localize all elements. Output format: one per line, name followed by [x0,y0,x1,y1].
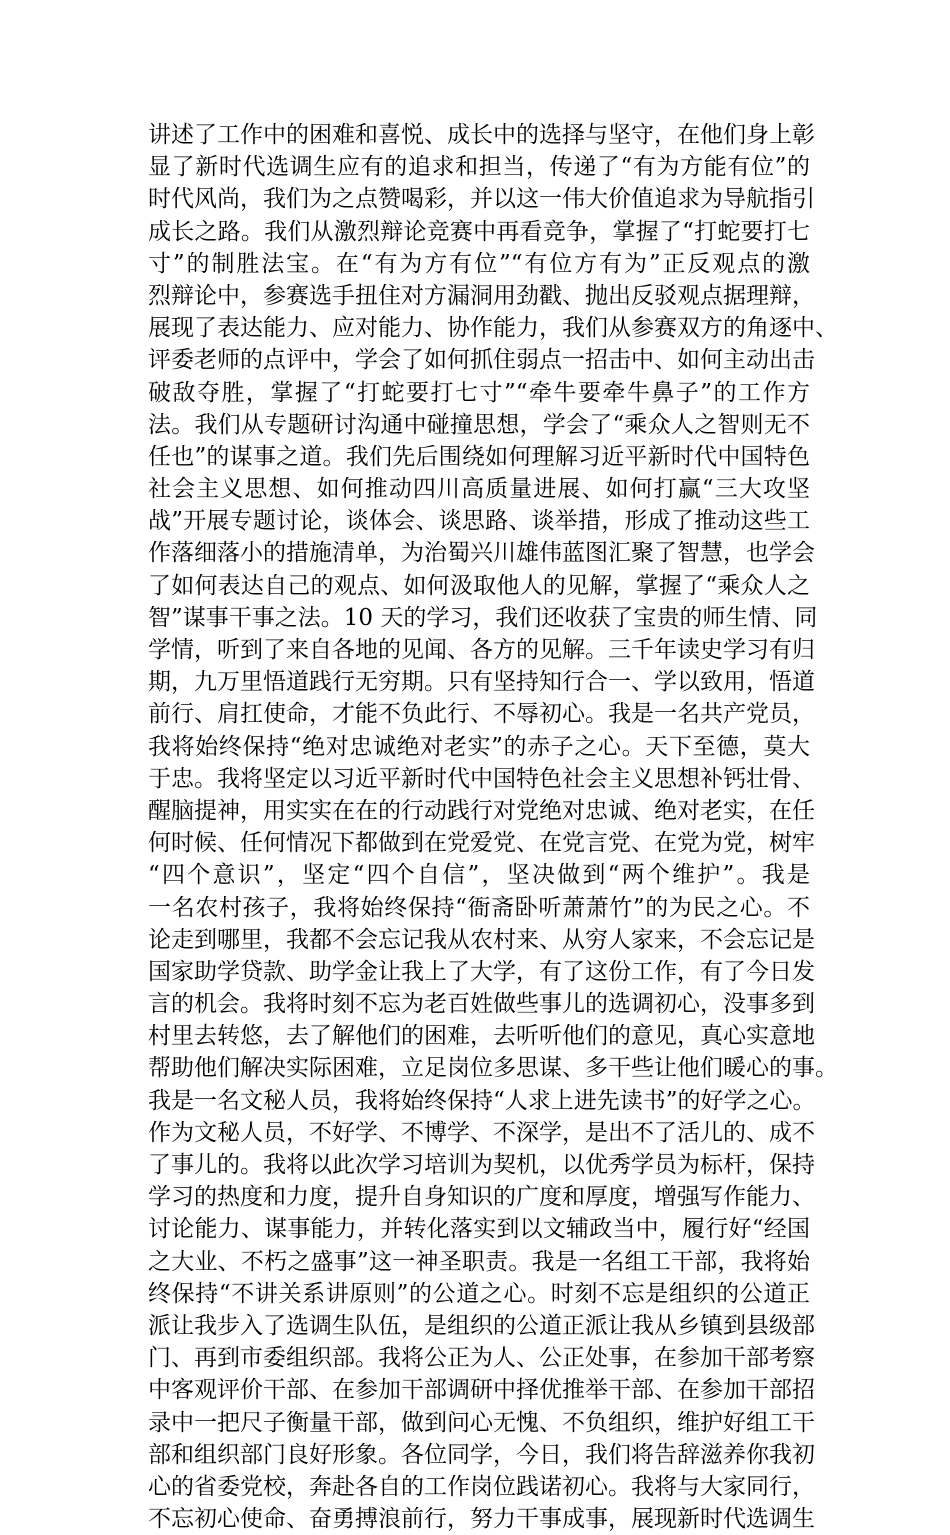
text-line: 终保持“不讲关系讲原则”的公道之心。时刻不忘是组织的公道正 [148,1280,810,1307]
text-line: 作为文秘人员，不好学、不博学、不深学，是出不了活儿的、成不 [148,1119,815,1146]
text-line: 评委老师的点评中，学会了如何抓住弱点一招击中、如何主动出击 [148,347,815,374]
text-line: 不忘初心使命、奋勇搏浪前行，努力干事成事，展现新时代选调生 [148,1506,815,1533]
text-line: 社会主义思想、如何推动四川高质量进展、如何打赢“三大攻坚 [148,476,810,503]
text-line: 智”谋事干事之法。10 天的学习，我们还收获了宝贵的师生情、同 [148,604,818,631]
text-line: 我是一名文秘人员，我将始终保持“人求上进先读书”的好学之心。 [148,1087,816,1114]
text-line: 寸”的制胜法宝。在“有为方有位”“有位方有为”正反观点的激 [148,250,810,277]
text-line: 法。我们从专题研讨沟通中碰撞思想，学会了“乘众人之智则无不 [148,411,810,438]
text-line: “四个意识”，坚定“四个自信”，坚决做到“两个维护”。我是 [148,862,810,889]
text-line: 前行、肩扛使命，才能不负此行、不辱初心。我是一名共产党员， [148,701,815,728]
text-line: 中客观评价干部、在参加干部调研中择优推举干部、在参加干部招 [148,1377,815,1404]
text-line: 心的省委党校，奔赴各自的工作岗位践诺初心。我将与大家同行， [148,1473,815,1500]
text-line: 展现了表达能力、应对能力、协作能力，我们从参赛双方的角逐中、 [148,315,838,342]
text-line: 讨论能力、谋事能力，并转化落实到以文辅政当中，履行好“经国 [148,1216,810,1243]
text-line: 言的机会。我将时刻不忘为老百姓做些事儿的选调初心，没事多到 [148,991,815,1018]
text-line: 一名农村孩子，我将始终保持“衙斋卧听萧萧竹”的为民之心。不 [148,894,810,921]
text-line: 烈辩论中，参赛选手扭住对方漏洞用劲戳、抛出反驳观点据理辩， [148,282,815,309]
text-line: 门、再到市委组织部。我将公正为人、公正处事，在参加干部考察 [148,1345,815,1372]
text-line: 醒脑提神，用实实在在的行动践行对党绝对忠诚、绝对老实，在任 [148,797,815,824]
text-line: 论走到哪里，我都不会忘记我从农村来、从穷人家来，不会忘记是 [148,926,815,953]
text-line: 村里去转悠，去了解他们的困难，去听听他们的意见，真心实意地 [148,1023,815,1050]
text-line: 显了新时代选调生应有的追求和担当，传递了“有为方能有位”的 [148,154,810,181]
text-line: 学习的热度和力度，提升自身知识的广度和厚度，增强写作能力、 [148,1184,815,1211]
text-line: 我将始终保持“绝对忠诚绝对老实”的赤子之心。天下至德，莫大 [148,733,810,760]
text-line: 破敌夺胜，掌握了“打蛇要打七寸”“牵牛要牵牛鼻子”的工作方 [148,379,810,406]
text-line: 期，九万里悟道践行无穷期。只有坚持知行合一、学以致用，悟道 [148,669,815,696]
text-line: 帮助他们解决实际困难，立足岗位多思谋、多干些让他们暖心的事。 [148,1055,838,1082]
text-line: 派让我步入了选调生队伍，是组织的公道正派让我从乡镇到县级部 [148,1312,815,1339]
text-line: 何时候、任何情况下都做到在党爱党、在党言党、在党为党，树牢 [148,830,815,857]
text-line: 时代风尚，我们为之点赞喝彩，并以这一伟大价值追求为导航指引 [148,186,815,213]
text-line: 录中一把尺子衡量干部，做到问心无愧、不负组织，维护好组工干 [148,1409,815,1436]
text-line: 部和组织部门良好形象。各位同学，今日，我们将告辞滋养你我初 [148,1441,815,1468]
text-line: 学情，听到了来自各地的见闻、各方的见解。三千年读史学习有归 [148,637,815,663]
text-line: 讲述了工作中的困难和喜悦、成长中的选择与坚守，在他们身上彰 [148,122,815,148]
text-line: 作落细落小的措施清单，为治蜀兴川雄伟蓝图汇聚了智慧，也学会 [148,540,815,567]
text-line: 之大业、不朽之盛事”这一神圣职责。我是一名组工干部，我将始 [148,1248,810,1275]
text-line: 国家助学贷款、助学金让我上了大学，有了这份工作，有了今日发 [148,958,815,985]
text-line: 了事儿的。我将以此次学习培训为契机，以优秀学员为标杆，保持 [148,1152,815,1178]
text-line: 了如何表达自己的观点、如何汲取他人的见解，掌握了“乘众人之 [148,572,810,599]
text-line: 成长之路。我们从激烈辩论竞赛中再看竞争，掌握了“打蛇要打七 [148,218,810,245]
text-line: 任也”的谋事之道。我们先后围绕如何理解习近平新时代中国特色 [148,443,810,470]
body-text [148,119,838,1535]
text-line: 战”开展专题讨论，谈体会、谈思路、谈举措，形成了推动这些工 [148,508,810,535]
text-line: 于忠。我将坚定以习近平新时代中国特色社会主义思想补钙壮骨、 [148,765,815,792]
